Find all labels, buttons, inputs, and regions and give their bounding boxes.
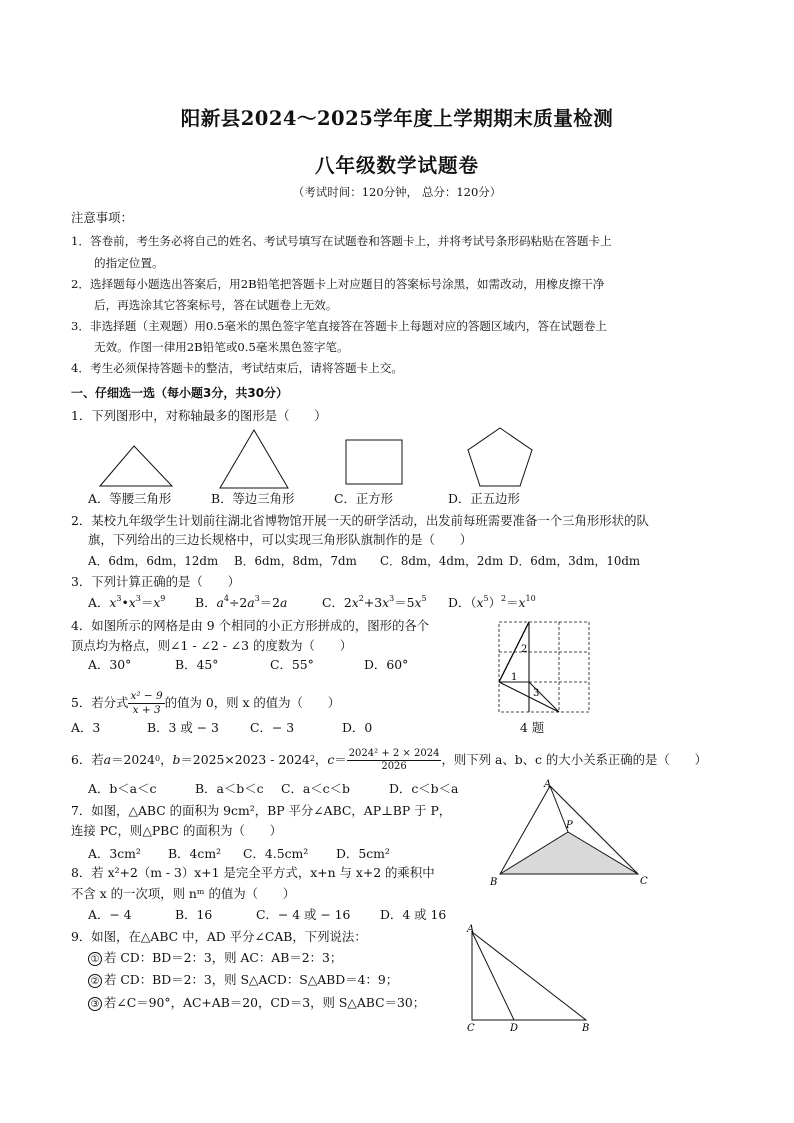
q2-option-a: A．6dm，6dm，12dm [88, 554, 219, 568]
note-4: 4．考生必须保持答题卡的整洁，考试结束后，请将答题卡上交。 [71, 361, 404, 375]
q4-angle-1-label: 1 [511, 672, 518, 683]
q5-option-a: A．3 [71, 720, 101, 735]
q4-option-c: C．55° [270, 657, 314, 672]
q5-stem: 5．若分式 $\frac{\text{x² − 9}}{x + 3}$ 的值为 0，则 x 的值为（ ） [71, 689, 341, 716]
q6-fraction: $\frac{\text{2024² + 2 × 2024}}{2026}$ [348, 747, 440, 772]
q7-label-p: P [566, 820, 573, 831]
q9-statement-3: ③ 若∠C＝90°，AC+AB＝20，CD＝3，则 S△ABC＝30； [88, 996, 425, 1011]
q9-label-c: C [467, 1023, 475, 1034]
q9-label-a: A [467, 924, 475, 935]
q9-triangle-figure [462, 922, 602, 1034]
q6-option-d: D．c＜b＜a [389, 781, 459, 796]
q9-stem: 9．如图，在△ABC 中，AD 平分∠CAB，下列说法： [71, 929, 367, 944]
note-1-line-1: 1．答卷前，考生务必将自己的姓名、考试号填写在试题卷和答题卡上，并将考试号条形码粘贴在答题卡上 [71, 234, 612, 248]
section-1-heading: 一、仔细选一选（每小题3分，共30分） [71, 386, 289, 400]
q7-option-c: C．4.5cm² [243, 846, 309, 861]
q8-option-c: C．− 4 或 − 16 [256, 907, 351, 922]
q4-option-d: D．60° [364, 657, 409, 672]
circled-1-mark: ① [88, 952, 102, 966]
equilateral-triangle-shape [220, 430, 288, 488]
q7-label-a: A [544, 779, 552, 790]
q1-option-d: D．正五边形 [448, 491, 520, 506]
q3-stem: 3．下列计算正确的是（ ） [71, 574, 240, 589]
q5-fraction: $\frac{\text{x² − 9}}{x + 3}$ [130, 689, 163, 716]
q1-shapes-figure [96, 426, 736, 492]
q5-option-d: D．0 [342, 720, 373, 735]
q4-grid-figure [497, 620, 593, 716]
note-1-line-2: 的指定位置。 [94, 256, 164, 270]
q9-statement-1: ① 若 CD：BD＝2：3，则 AC：AB＝2：3； [88, 951, 342, 966]
q5-option-b: B．3 或 − 3 [147, 720, 219, 735]
circled-2-mark: ② [88, 974, 102, 988]
q9-label-d: D [510, 1023, 519, 1034]
q6-option-a: A．b＜a＜c [88, 781, 157, 796]
q8-stem-line-1: 8．若 x²+2（m - 3）x+1 是完全平方式，x+n 与 x+2 的乘积中 [71, 865, 435, 880]
q6-stem: 6．若 a ＝2024 $^0$ ， b ＝2025×2023 - 2024 $^2$ ， c ＝ $\frac{\text{2024² + 2 × 2024}}{2026}$ ，则下列 a、b、c 的大小关系正确的是（ ） [71, 747, 707, 772]
q8-option-b: B．16 [175, 907, 213, 922]
q7-label-c: C [640, 876, 648, 887]
q3-option-c: C．$2x^2+3x^3=5x^5$ [322, 593, 427, 610]
q1-option-a: A．等腰三角形 [88, 491, 172, 506]
isosceles-triangle-shape [100, 446, 172, 486]
q1-option-b: B．等边三角形 [211, 491, 295, 506]
q1-option-c: C．正方形 [334, 491, 394, 506]
q4-angle-3-label: 3 [533, 688, 540, 699]
q9-label-b: B [582, 1023, 590, 1034]
q7-stem-line-2: 连接 PC，则△PBC 的面积为（ ） [71, 823, 283, 838]
q7-triangle-figure [488, 780, 658, 890]
q4-stem-line-2: 顶点均为格点，则∠1 - ∠2 - ∠3 的度数为（ ） [71, 638, 353, 653]
q6-option-b: B．a＜b＜c [195, 781, 264, 796]
circled-3-mark: ③ [88, 997, 102, 1011]
note-2-line-2: 后，再选涂其它答案标号，答在试题卷上无效。 [94, 298, 338, 312]
q9-statement-2: ② 若 CD：BD＝2：3，则 S△ACD：S△ABD＝4：9； [88, 973, 398, 988]
q4-stem-line-1: 4．如图所示的网格是由 9 个相同的小正方形拼成的，图形的各个 [71, 618, 430, 633]
q2-option-c: C．8dm，4dm，2dm [380, 554, 504, 568]
q3-option-a: A．$x^3•x^3=x^9$ [88, 593, 166, 610]
q2-stem-line-2: 旗，下列给出的三边长规格中，可以实现三角形队旗制作的是（ ） [88, 532, 473, 547]
regular-pentagon-shape [468, 428, 532, 486]
exam-subtitle-grade: 八年级数学试题卷 [314, 154, 479, 177]
q7-stem-line-1: 7．如图，△ABC 的面积为 9cm²，BP 平分∠ABC，AP⊥BP 于 P， [71, 803, 452, 818]
q4-option-a: A．30° [88, 657, 132, 672]
q7-option-b: B．4cm² [168, 846, 222, 861]
q8-stem-line-2: 不含 x 的一次项，则 nᵐ 的值为（ ） [71, 886, 296, 901]
q3-option-b: B．$a^4\div 2a^3=2a$ [195, 593, 288, 610]
q4-option-b: B．45° [175, 657, 219, 672]
q8-option-d: D．4 或 16 [380, 907, 447, 922]
q1-stem: 1．下列图形中，对称轴最多的图形是（ ） [71, 408, 327, 423]
exam-title: 阳新县2024～2025学年度上学期期末质量检测 [180, 107, 614, 130]
notes-heading: 注意事项： [71, 210, 133, 225]
q7-option-d: D．5cm² [336, 846, 390, 861]
q2-option-b: B．6dm，8dm，7dm [234, 554, 357, 568]
q3-option-d: D．$(x^5)^2=x^{10}$ [448, 593, 536, 610]
q2-option-d: D．6dm，3dm，10dm [509, 554, 641, 568]
exam-time-info: （考试时间：120分钟， 总分：120分） [292, 185, 502, 199]
note-3-line-1: 3．非选择题（主观题）用0.5毫米的黑色签字笔直接答在答题卡上每题对应的答题区域内，答在试题卷上 [71, 319, 607, 333]
q7-option-a: A．3cm² [88, 846, 141, 861]
q7-label-b: B [490, 877, 498, 888]
q8-option-a: A．− 4 [88, 907, 132, 922]
square-shape [346, 440, 402, 484]
q2-stem-line-1: 2．某校九年级学生计划前往湖北省博物馆开展一天的研学活动，出发前每班需要准备一个三角形形状的队 [71, 513, 649, 528]
q6-option-c: C．a＜c＜b [281, 781, 350, 796]
q5-option-c: C．− 3 [250, 720, 295, 735]
q4-figure-caption: 4 题 [520, 720, 545, 735]
note-3-line-2: 无效。作图一律用2B铅笔或0.5毫米黑色签字笔。 [94, 340, 349, 354]
note-2-line-1: 2．选择题每小题选出答案后，用2B铅笔把答题卡上对应题目的答案标号涂黑，如需改动，用橡皮擦干净 [71, 277, 605, 291]
q4-angle-2-label: 2 [521, 644, 528, 655]
